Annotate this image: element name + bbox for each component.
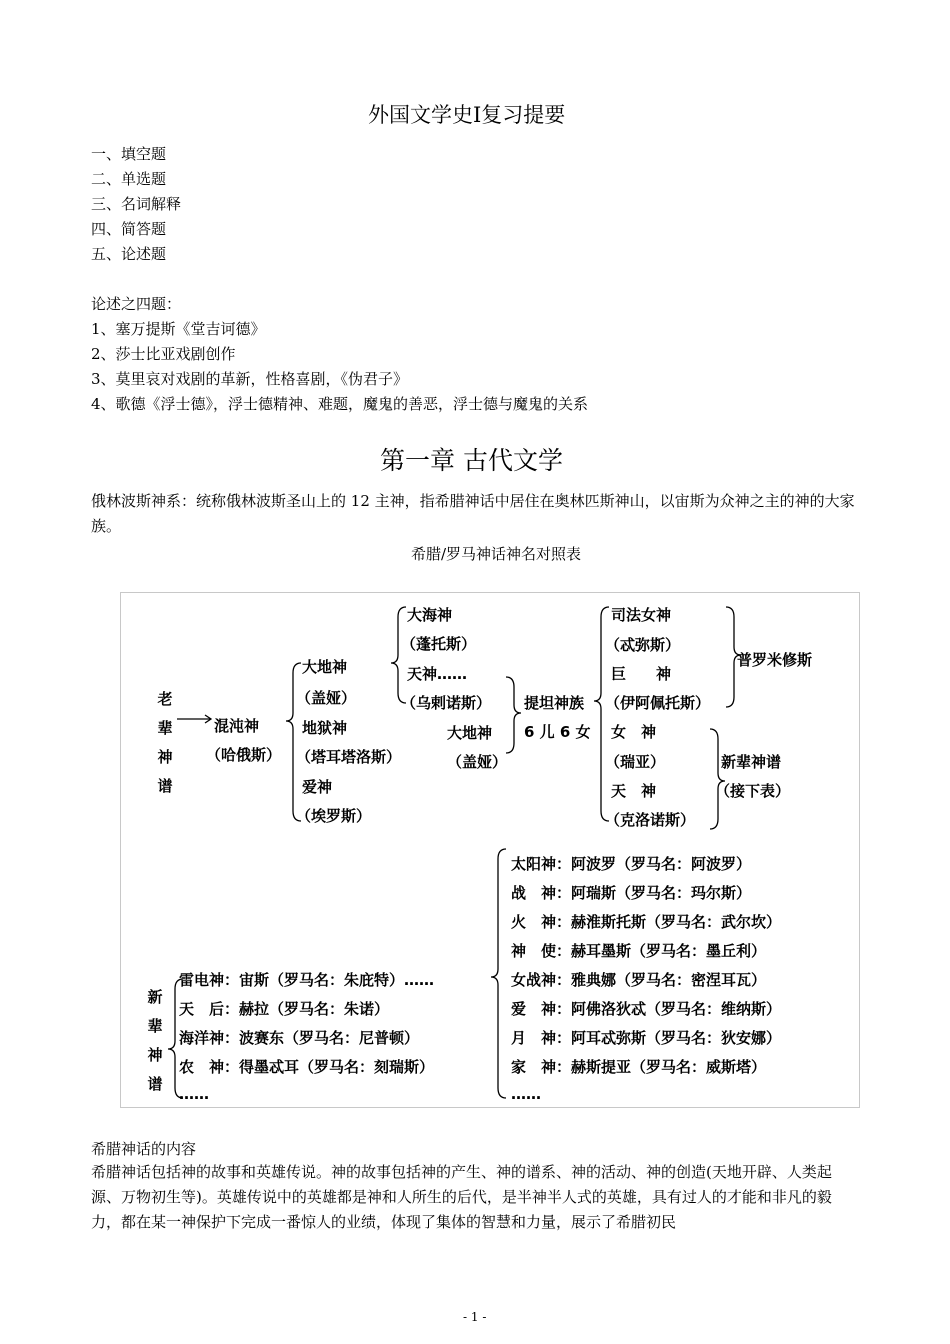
titan-item: 巨 神 — [611, 665, 672, 683]
question-type: 四、简答题 — [91, 220, 167, 238]
essay-item: 2、莎士比亚戏剧创作 — [91, 345, 236, 363]
essay-heading: 论述之四题： — [91, 295, 182, 313]
question-type: 一、填空题 — [91, 145, 167, 163]
essay-item: 3、莫里哀对戏剧的革新，性格喜剧，《伪君子》 — [91, 370, 409, 388]
prometheus-label: 普罗米修斯 — [737, 651, 813, 669]
new-god-right: 火 神：赫淮斯托斯（罗马名：武尔坎） — [511, 913, 782, 931]
gen2-item: 爱神 — [302, 778, 333, 796]
gen2-item: （盖娅） — [296, 689, 357, 707]
new-god-right: 女战神：雅典娜（罗马名：密涅耳瓦） — [511, 971, 767, 989]
titans-label: 提坦神族 — [524, 694, 585, 712]
new-god-left: 雷电神：宙斯（罗马名：朱庇特）…… — [179, 971, 435, 989]
gen2-item: （埃罗斯） — [296, 807, 372, 825]
new-gen-note: 新辈神谱 — [721, 753, 782, 771]
new-god-left: 天 后：赫拉（罗马名：朱诺） — [179, 1000, 390, 1018]
new-generation-label: 新辈神谱 — [147, 988, 163, 1093]
chaos-god: 混沌神 — [214, 717, 260, 735]
olympus-paragraph: 俄林波斯神系：统称俄林波斯圣山上的 12 主神，指希腊神话中居住在奥林匹斯神山，以宙斯为众神之主的神的大家族。 — [91, 492, 855, 535]
new-god-right: 家 神：赫斯提亚（罗马名：威斯塔） — [511, 1058, 767, 1076]
new-god-right: 神 使：赫耳墨斯（罗马名：墨丘利） — [511, 942, 767, 960]
gen3-item: （乌剌诺斯） — [401, 694, 492, 712]
new-god-right: …… — [511, 1085, 541, 1103]
new-god-left: 海洋神：波赛东（罗马名：尼普顿） — [179, 1029, 420, 1047]
doc-title: 外国文学史Ⅰ复习提要 — [368, 103, 566, 127]
new-god-right: 战 神：阿瑞斯（罗马名：玛尔斯） — [511, 884, 752, 902]
old-generation-label: 老辈神谱 — [157, 690, 173, 795]
titan-item: （克洛诺斯） — [605, 811, 696, 829]
gen3-item: （蓬托斯） — [401, 635, 477, 653]
essay-item: 1、塞万提斯《堂吉诃德》 — [91, 320, 266, 338]
page-number: - 1 - — [463, 1310, 487, 1324]
question-type: 五、论述题 — [91, 245, 167, 263]
gaia-repeat-greek: （盖娅） — [447, 753, 508, 771]
titan-item: （伊阿佩托斯） — [605, 694, 711, 712]
question-type: 三、名词解释 — [91, 195, 182, 213]
myth-paragraph: 希腊神话包括神的故事和英雄传说。神的故事包括神的产生、神的谱系、神的活动、神的创造(天地开辟、人类起源、万物初生等)。英雄传说中的英雄都是神和人所生的后代，是半神半人式的英雄，具有过人的才能和非凡的毅力，都在某一神保护下完成一番惊人的业绩，体现了集体的智慧和力量，展示了希腊初民 — [91, 1163, 832, 1231]
god-genealogy-diagram — [120, 592, 860, 1108]
titan-item: （瑞亚） — [605, 753, 666, 771]
gen2-item: 大地神 — [302, 658, 348, 676]
chapter-title: 第一章 古代文学 — [380, 446, 563, 475]
table-caption: 希腊/罗马神话神名对照表 — [411, 545, 582, 563]
titan-item: （忒弥斯） — [605, 636, 681, 654]
gaia-repeat: 大地神 — [447, 724, 493, 742]
titan-item: 女 神 — [611, 723, 657, 741]
gen3-item: 天神…… — [407, 665, 468, 683]
new-god-right: 月 神：阿耳忒弥斯（罗马名：狄安娜） — [511, 1029, 782, 1047]
essay-item: 4、歌德《浮士德》，浮士德精神、难题，魔鬼的善恶，浮士德与魔鬼的关系 — [91, 395, 589, 413]
titan-item: 天 神 — [611, 782, 657, 800]
new-gen-note-sub: （接下表） — [715, 782, 791, 800]
gen3-item: 大海神 — [407, 606, 453, 624]
new-god-left: …… — [179, 1085, 209, 1103]
titan-item: 司法女神 — [611, 606, 672, 624]
new-god-right: 太阳神：阿波罗（罗马名：阿波罗） — [511, 855, 752, 873]
new-god-right: 爱 神：阿佛洛狄忒（罗马名：维纳斯） — [511, 1000, 782, 1018]
titans-count: 6 儿 6 女 — [524, 723, 591, 741]
question-type: 二、单选题 — [91, 170, 167, 188]
myth-heading: 希腊神话的内容 — [91, 1140, 197, 1158]
new-god-left: 农 神：得墨忒耳（罗马名：刻瑞斯） — [179, 1058, 435, 1076]
chaos-god-greek: （哈俄斯） — [206, 746, 282, 764]
gen2-item: 地狱神 — [302, 719, 348, 737]
gen2-item: （塔耳塔洛斯） — [296, 748, 402, 766]
